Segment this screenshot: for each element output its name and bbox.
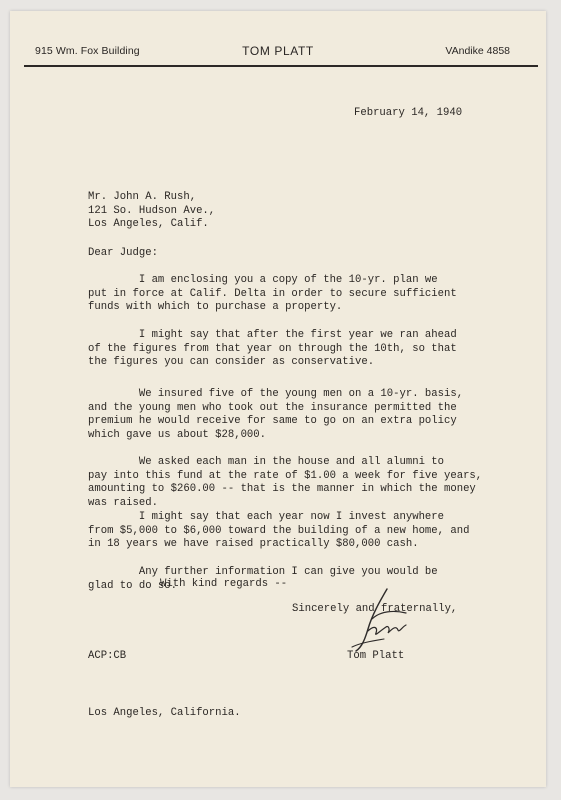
letterhead-phone: VAndike 4858 (445, 45, 510, 57)
recipient-line-1: Mr. John A. Rush, (88, 191, 197, 203)
paragraph-6: Any further information I can give you would be glad to do so. (88, 566, 438, 592)
footer-city: Los Angeles, California. (88, 707, 241, 719)
letterhead-rule (24, 65, 538, 67)
recipient-line-3: Los Angeles, Calif. (88, 218, 209, 231)
letter-page (10, 11, 546, 787)
regards-line: With kind regards -- (160, 578, 288, 590)
closing-line: Sincerely and fraternally, (292, 603, 458, 615)
recipient-address (88, 191, 215, 232)
paragraph-5: I might say that each year now I invest anywhere from $5,000 to $6,000 toward the building of a new home, and in 18 years we have raised practically $80,000 cash. (88, 511, 470, 551)
letterhead-name: TOM PLATT (242, 44, 314, 58)
reference-initials: ACP:CB (88, 650, 127, 662)
paragraph-2: I might say that after the first year we ran ahead of the figures from that year on through the 10th, so that the figures you can consider as conservative. (88, 329, 457, 369)
salutation: Dear Judge: (88, 247, 158, 259)
recipient-line-2: 121 So. Hudson Ave., (88, 204, 216, 217)
handwritten-signature (332, 581, 452, 661)
letterhead-address: 915 Wm. Fox Building (35, 45, 140, 57)
letter-date: February 14, 1940 (354, 107, 463, 119)
signer-name: Tom Platt (347, 650, 405, 662)
paragraph-3: We insured five of the young men on a 10-yr. basis, and the young men who took out the insurance permitted the premium he would receive for same to go on an extra policy which gave us about $28,000. (88, 388, 464, 441)
paragraph-4: We asked each man in the house and all alumni to pay into this fund at the rate of $1.00 a week for five years, amounting to $260.00 -- that is the manner in which the money was raised. (88, 456, 483, 509)
paragraph-1: I am enclosing you a copy of the 10-yr. plan we put in force at Calif. Delta in order to secure sufficient funds with which to purchase a property. (88, 274, 457, 314)
